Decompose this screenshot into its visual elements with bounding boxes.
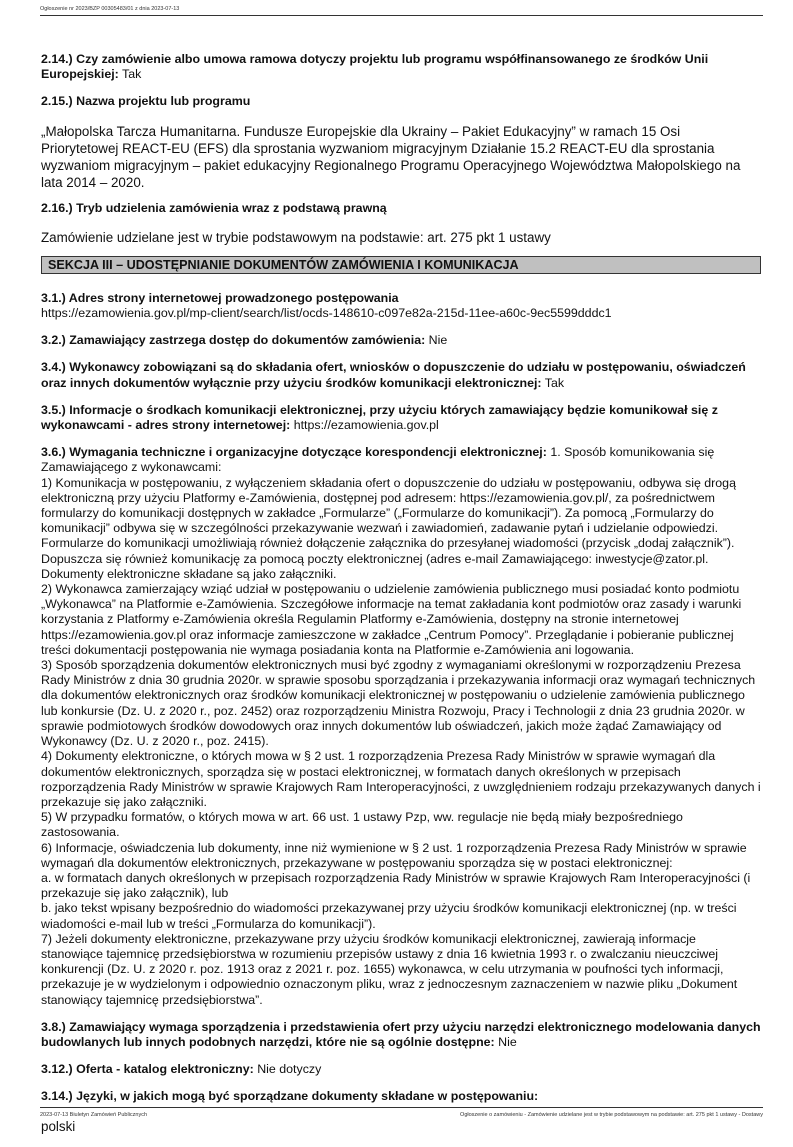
item-2-14-value: Tak: [122, 67, 142, 82]
item-3-1: [41, 291, 761, 321]
item-3-4-label: 3.4.) Wykonawcy zobowiązani są do składania ofert, wniosków o dopuszczenie do udziału w postępowaniu, oświadczeń oraz innych dokumentów wyłącznie przy użyciu środków komunikacji elektronicznej:: [41, 360, 746, 390]
item-3-12: [41, 1062, 761, 1077]
footer-left: 2023-07-13 Biuletyn Zamówień Publicznych: [40, 1112, 148, 1118]
item-3-6-line: 3) Sposób sporządzenia dokumentów elektronicznych musi być zgodny z wymaganiami określonymi w rozporządzeniu Prezesa Rady Ministrów z dnia 30 grudnia 2020r. w sprawie sposobu sporządzania i przekazywania informacji oraz wymagań technicznych dla dokumentów elektronicznych oraz środków komunikacji elektronicznej w postępowaniu o udzielenie zamówienia publicznego lub konkursie (Dz. U. z 2020 r., poz. 2452) oraz rozporządzeniu Ministra Rozwoju, Pracy i Technologii z dnia 23 grudnia 2020r. w sprawie podmiotowych środków dowodowych oraz innych dokumentów lub oświadczeń, jakich może żądać Zamawiający od Wykonawcy (Dz. U. z 2020 r., poz. 2415).: [41, 658, 756, 749]
item-3-12-value: Nie dotyczy: [257, 1062, 322, 1077]
item-3-6-line: 5) W przypadku formatów, o których mowa w art. 66 ust. 1 ustawy Pzp, ww. regulacje nie będą miały bezpośredniego zastosowania.: [41, 810, 683, 840]
page-footer: [40, 1107, 763, 1118]
announcement-number: Ogłoszenie nr 2023/BZP 00305483/01 z dnia 2023-07-13: [40, 6, 180, 12]
item-2-15: [41, 94, 761, 190]
item-3-2-value: Nie: [428, 333, 448, 348]
item-2-14-label: 2.14.) Czy zamówienie albo umowa ramowa dotyczy projektu lub programu współfinansowanego ze środków Unii Europejskiej:: [41, 52, 709, 82]
item-2-16: [41, 201, 761, 246]
item-2-15-label: 2.15.) Nazwa projektu lub programu: [41, 94, 251, 109]
item-3-8-value: Nie: [498, 1034, 517, 1049]
page-header: [40, 6, 763, 16]
item-3-6-line: 2) Wykonawca zamierzający wziąć udział w postępowaniu o udzielenie zamówienia publicznego musi posiadać konto podmiotu „Wykonawca” na Platformie e-Zamówienia. Szczegółowe informacje na temat zakładania kont podmiotów oraz zasady i warunki korzystania z Platformy e-Zamówienia określa Regulamin Platformy e-Zamówienia, dostępny na stronie internetowej https://ezamowienia.gov.pl oraz informacje zamieszczone w zakładce „Centrum Pomocy”. Przeglądanie i pobieranie publicznej treści dokumentacji postępowania nie wymaga posiadania konta na Platformie e-Zamówienia ani logowania.: [41, 582, 742, 657]
item-3-4-value: Tak: [544, 375, 565, 390]
item-2-16-value: Zamówienie udzielane jest w trybie podstawowym na podstawie: art. 275 pkt 1 ustawy: [41, 229, 551, 245]
item-3-6-line: 4) Dokumenty elektroniczne, o których mowa w § 2 ust. 1 rozporządzenia Prezesa Rady Ministrów w sprawie wymagań dla dokumentów elektronicznych, sporządza się w postaci elektronicznej, w formatach danych określonych w przepisach rozporządzenia Rady Ministrów w sprawie Krajowych Ram Interoperacyjności, z uwzględnieniem rodzaju przekazywanych danych i przekazuje się jako załączniki.: [41, 749, 761, 809]
item-3-8-label: 3.8.) Zamawiający wymaga sporządzenia i przedstawienia ofert przy użyciu narzędzi elektronicznego modelowania danych budowlanych lub innych podobnych narzędzi, które nie są ogólnie dostępne:: [41, 1019, 761, 1049]
item-3-6-line: a. w formatach danych określonych w przepisach rozporządzenia Rady Ministrów w sprawie Krajowych Ram Interoperacyjności (i przekazuje się jako załącznik), lub: [41, 870, 751, 901]
item-3-2: [41, 333, 761, 348]
item-3-6-line: 1) Komunikacja w postępowaniu, z wyłączeniem składania ofert o dopuszczenie do udziału w postępowaniu, odbywa się drogą elektroniczną przy użyciu Platformy e-Zamówienia, dostępnej pod adresem: https://ezamowienia.gov.pl/, za pośrednictwem formularzy do komunikacji dostępnych w zakładce „Formularze” („Formularze do komunikacji”). Za pomocą „Formularzy do komunikacji” odbywa się w szczególności przekazywanie wezwań i zawiadomień, zadawanie pytań i udzielanie odpowiedzi. Formularze do komunikacji umożliwiają również dołączenie załącznika do przesyłanej wiadomości (przycisk „dodaj załącznik”). Dopuszcza się również komunikację za pomocą poczty elektronicznej (adres e-mail Zamawiającego: inwestycje@zator.pl. Dokumenty elektroniczne składane są jako załączniki.: [41, 475, 736, 581]
item-3-1-label: 3.1.) Adres strony internetowej prowadzonego postępowania: [41, 290, 399, 305]
item-3-1-url[interactable]: https://ezamowienia.gov.pl/mp-client/search/list/ocds-148610-c097e82a-215d-11ee-a60c-9ec5599dddc1: [41, 306, 612, 321]
item-2-15-value: „Małopolska Tarcza Humanitarna. Fundusze Europejskie dla Ukrainy – Pakiet Edukacyjny” w ramach 15 Osi Priorytetowej REACT-EU (EFS) dla sprostania wyzwaniom migracyjnym Działanie 15.2 REACT-EU dla sprostania wyzwaniom migracyjnym – pakiet edukacyjny Regionalnego Programu Operacyjnego Województwa Małopolskiego na lata 2014 – 2020.: [41, 123, 741, 190]
item-3-6-label: 3.6.) Wymagania techniczne i organizacyjne dotyczące korespondencji elektronicznej:: [41, 445, 547, 460]
footer-right: Ogłoszenie o zamówieniu - Zamówienie udzielane jest w trybie podstawowym na podstawie: art. 275 pkt 1 ustawy - Dostawy: [460, 1112, 763, 1118]
item-3-6-line: 7) Jeżeli dokumenty elektroniczne, przekazywane przy użyciu środków komunikacji elektronicznej, zawierają informacje stanowiące tajemnicę przedsiębiorstwa w rozumieniu przepisów ustawy z dnia 16 kwietnia 1993 r. o zwalczaniu nieuczciwej konkurencji (Dz. U. z 2020 r. poz. 1913 oraz z 2021 r. poz. 1655) wykonawca, w celu utrzymania w poufności tych informacji, przekazuje je w wydzielonym i odpowiednio oznaczonym pliku, wraz z jednoczesnym zaznaczeniem w nazwie pliku „Dokument stanowiący tajemnicę przedsiębiorstwa”.: [41, 931, 738, 1007]
document-content: [41, 52, 761, 1147]
item-3-6-line: b. jako tekst wpisany bezpośrednio do wiadomości przekazywanej przy użyciu środków komunikacji elektronicznej (np. w treści wiadomości e-mail lub w treści „Formularza do komunikacji”).: [41, 901, 737, 931]
item-3-14-label: 3.14.) Języki, w jakich mogą być sporządzane dokumenty składane w postępowaniu:: [41, 1089, 539, 1104]
item-3-2-label: 3.2.) Zamawiający zastrzega dostęp do dokumentów zamówienia:: [41, 333, 426, 348]
item-3-6-line: 6) Informacje, oświadczenia lub dokumenty, inne niż wymienione w § 2 ust. 1 rozporządzenia Prezesa Rady Ministrów w sprawie wymagań dla dokumentów elektronicznych, przekazywane w postępowaniu sporządza się w postaci elektronicznej:: [41, 840, 747, 870]
item-3-5-label: 3.5.) Informacje o środkach komunikacji elektronicznej, przy użyciu których zamawiający będzie komunikował się z wykonawcami - adres strony internetowej:: [41, 402, 718, 433]
item-3-5: [41, 403, 761, 433]
item-2-14: [41, 52, 761, 82]
item-3-6-line: 1. Sposób komunikowania się Zamawiającego z wykonawcami:: [41, 445, 715, 475]
section-3-heading: SEKCJA III – UDOSTĘPNIANIE DOKUMENTÓW ZAMÓWIENIA I KOMUNIKACJA: [41, 256, 761, 274]
item-3-5-url[interactable]: https://ezamowienia.gov.pl: [293, 418, 439, 433]
item-3-6: [41, 445, 761, 1008]
item-3-14-value: polski: [41, 1118, 76, 1134]
item-3-4: [41, 360, 761, 390]
item-2-16-label: 2.16.) Tryb udzielenia zamówienia wraz z podstawą prawną: [41, 200, 387, 215]
item-3-8: [41, 1020, 761, 1050]
item-3-12-label: 3.12.) Oferta - katalog elektroniczny:: [41, 1062, 254, 1077]
